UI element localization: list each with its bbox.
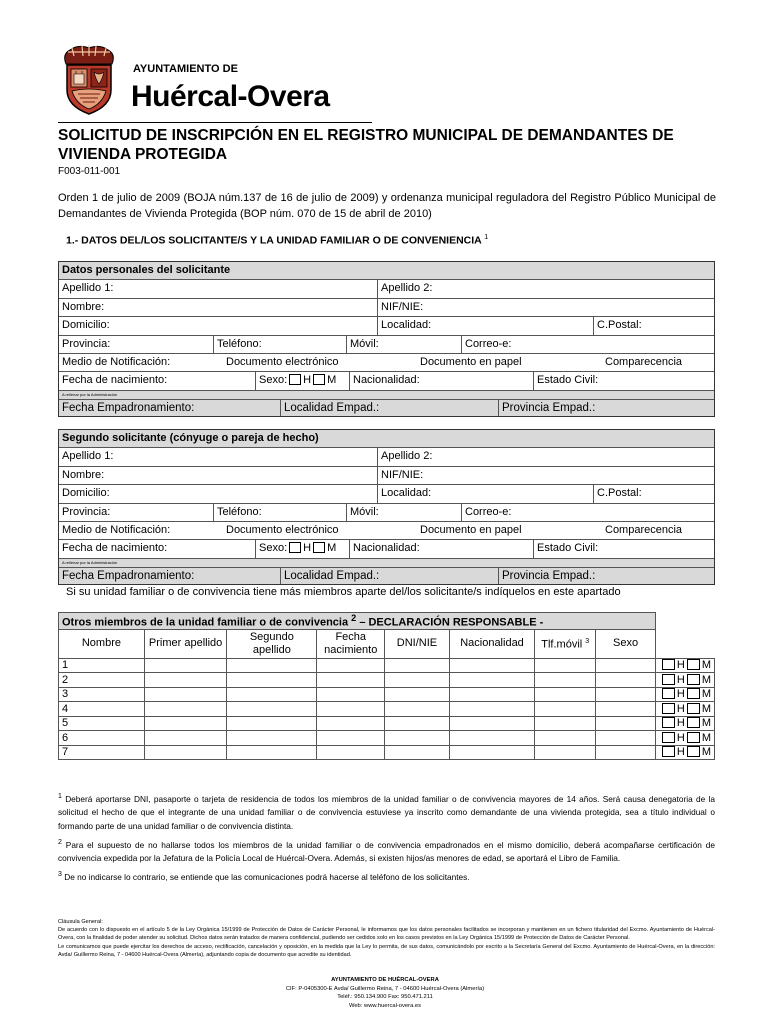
localidad-empad-field: Localidad Empad.: <box>280 400 498 416</box>
segundo-apellido-cell[interactable] <box>317 731 385 746</box>
tlf-cell[interactable] <box>596 716 656 731</box>
footnote-1: $^1$ Deberá aportarse DNI, pasaporte o tarjeta de residencia de todos los miembros de la unidad familiar o de convivencia mayores de 14 años. Será causa denegatoria de la solicitud el hecho de que el integrante de una unidad familiar o de convivencia estuviese ya inscrito como demandante de una vivienda protegida, sea a título individual o formando parte de una unidad familiar o de convivencia distinta. <box>58 793 715 831</box>
row-number: 5 <box>59 716 145 731</box>
telefono-field[interactable]: Teléfono: <box>213 336 346 353</box>
doc-papel-option[interactable]: Documento en papel <box>420 355 522 368</box>
col-segundo-apellido: Segundo apellido <box>227 629 317 658</box>
fecha-cell[interactable] <box>385 702 450 717</box>
table-row <box>59 673 715 688</box>
col-tlf-movil: Tlf.móvil $^3$ <box>535 629 596 658</box>
fecha-nacimiento-field[interactable]: Fecha de nacimiento: <box>62 374 168 387</box>
sexo-m-label: M <box>701 717 711 730</box>
col-primer-apellido: Primer apellido <box>144 629 227 658</box>
sexo-m-label: M <box>701 688 711 701</box>
applicant-2-box <box>58 429 715 585</box>
nacionalidad-cell[interactable] <box>535 658 596 673</box>
fecha-cell[interactable] <box>385 716 450 731</box>
comparecencia-option[interactable]: Comparecencia <box>605 355 683 368</box>
fecha-nacimiento-field-2[interactable]: Fecha de nacimiento: <box>62 542 168 555</box>
legal-heading: Cláusula General: <box>58 919 103 925</box>
row-number: 2 <box>59 673 145 688</box>
sexo-h-label-2: H <box>303 542 312 555</box>
dni-cell[interactable] <box>449 702 534 717</box>
medio-notificacion-label-2: Medio de Notificación: <box>62 523 171 536</box>
localidad-field-2[interactable]: Localidad: <box>377 485 593 502</box>
sexo-group <box>255 372 359 389</box>
legal-paragraph-1: De acuerdo con lo dispuesto en el artículo 5 de la Ley Orgánica 15/1999 de Protección de Datos de Carácter Personal, le informamos que los datos personales facilitados se incorporan y mantienen en un fichero titularidad del Excmo. Ayuntamiento de Huércal-Overa, con la finalidad de poder atender su solicitud. Dichos datos serán tratados de manera confidencial, pudiendo ser cedidos solo en los casos previstos en la Ley Orgánica 15/1999 de Protección de Datos de Carácter Personal. <box>58 927 715 942</box>
footnote-3: $^3$ De no indicarse lo contrario, se entiende que las comunicaciones podrá hacerse al teléfono de los solicitantes. <box>58 871 470 882</box>
sexo-cell <box>655 745 714 760</box>
other-members-title: Otros miembros de la unidad familiar o de convivencia $^2$ – DECLARACIÓN RESPONSABLE - <box>59 613 656 630</box>
segundo-apellido-cell[interactable] <box>317 687 385 702</box>
fecha-empadronamiento-field: Fecha Empadronamiento: <box>62 401 195 414</box>
sexo-h-checkbox[interactable] <box>662 674 675 685</box>
applicant-1-box <box>58 261 715 417</box>
apellido2-field[interactable]: Apellido 2: <box>377 280 716 297</box>
table-row <box>59 716 715 731</box>
sexo-h-checkbox[interactable] <box>662 659 675 670</box>
correo-field-2[interactable]: Correo-e: <box>461 504 716 521</box>
sexo-m-checkbox[interactable] <box>687 659 700 670</box>
row-number: 6 <box>59 731 145 746</box>
admin-note-2: A rellenar por la Administración <box>62 559 118 565</box>
segundo-apellido-cell[interactable] <box>317 673 385 688</box>
nombre-cell[interactable] <box>144 687 227 702</box>
nombre-cell[interactable] <box>144 716 227 731</box>
sexo-h-label: H <box>676 659 685 672</box>
sexo-cell <box>655 702 714 717</box>
other-members-header-row <box>59 629 715 658</box>
primer-apellido-cell[interactable] <box>227 745 317 760</box>
tlf-cell[interactable] <box>596 702 656 717</box>
fecha-cell[interactable] <box>385 687 450 702</box>
tlf-cell[interactable] <box>596 658 656 673</box>
nacionalidad-cell[interactable] <box>535 687 596 702</box>
nacionalidad-cell[interactable] <box>535 731 596 746</box>
sexo-cell <box>655 716 714 731</box>
dni-cell[interactable] <box>449 731 534 746</box>
sexo-m-label: M <box>701 673 711 686</box>
coat-of-arms-logo <box>58 44 120 116</box>
provincia-empad-field-2: Provincia Empad.: <box>498 568 716 584</box>
telefono-field-2[interactable]: Teléfono: <box>213 504 346 521</box>
sexo-m-checkbox[interactable] <box>687 717 700 728</box>
sexo-cell <box>655 687 714 702</box>
dni-cell[interactable] <box>449 716 534 731</box>
sexo-m-label: M <box>701 731 711 744</box>
section-1-title: 1.- DATOS DEL/LOS SOLICITANTE/S Y LA UNIDAD FAMILIAR O DE CONVENIENCIA $^1$ <box>66 234 489 247</box>
movil-field[interactable]: Móvil: <box>346 336 461 353</box>
legal-paragraph-2: Le comunicamos que puede ejercitar los derechos de acceso, rectificación, cancelación y oposición, en la medida que la Ley lo permita, de sus datos, comunicándolo por escrito a la Secretaría General del Excmo. Ayuntamiento de Huércal-Overa, en la dirección: Avda/ Guillermo Reina, 7 - 04600 Huércal-Overa (Almería), adjuntando copia de documento que acredite su identidad. <box>58 943 715 958</box>
admin-note: A rellenar por la Administración <box>62 391 118 397</box>
provincia-field-2[interactable]: Provincia: <box>62 505 111 518</box>
apellido1-field[interactable]: Apellido 1: <box>62 282 114 295</box>
doc-electronico-option[interactable]: Documento electrónico <box>226 355 339 368</box>
sexo-m-checkbox[interactable] <box>687 703 700 714</box>
dni-cell[interactable] <box>449 658 534 673</box>
legal-clause <box>58 918 715 959</box>
page-footer <box>0 976 770 1010</box>
primer-apellido-cell[interactable] <box>227 702 317 717</box>
table-row <box>59 731 715 746</box>
primer-apellido-cell[interactable] <box>227 731 317 746</box>
nombre-field[interactable]: Nombre: <box>62 300 105 313</box>
sexo-m-label: M <box>701 746 711 759</box>
footer-address: CIF: P-0405300-E Avda/ Guillermo Reina, 7 - 04600 Huércal-Overa (Almería) <box>285 985 485 992</box>
sexo-m-checkbox[interactable] <box>687 732 700 743</box>
sexo-h-label: H <box>676 673 685 686</box>
nacionalidad-cell[interactable] <box>535 702 596 717</box>
sexo-h-checkbox[interactable] <box>662 703 675 714</box>
sexo-cell <box>655 673 714 688</box>
domicilio-field-2[interactable]: Domicilio: <box>62 487 110 500</box>
sexo-m-checkbox[interactable] <box>313 374 325 385</box>
sexo-m-checkbox[interactable] <box>687 674 700 685</box>
provincia-empad-field: Provincia Empad.: <box>498 400 716 416</box>
row-number: 1 <box>59 658 145 673</box>
nacionalidad-cell[interactable] <box>535 716 596 731</box>
sexo-h-checkbox[interactable] <box>289 374 301 385</box>
sexo-label-2: Sexo: <box>259 542 288 555</box>
sexo-cell <box>655 731 714 746</box>
dni-cell[interactable] <box>449 673 534 688</box>
medio-notificacion-label: Medio de Notificación: <box>62 355 171 368</box>
col-nacionalidad: Nacionalidad <box>449 629 534 658</box>
sexo-m-checkbox[interactable] <box>687 746 700 757</box>
nacionalidad-cell[interactable] <box>535 745 596 760</box>
segundo-apellido-cell[interactable] <box>317 716 385 731</box>
table-row <box>59 687 715 702</box>
sexo-m-label-2: M <box>327 542 337 555</box>
sexo-cell <box>655 658 714 673</box>
doc-papel-option-2[interactable]: Documento en papel <box>420 523 522 536</box>
sexo-m-checkbox-2[interactable] <box>313 542 325 553</box>
sexo-h-checkbox[interactable] <box>662 717 675 728</box>
footnote-ref-3: 3 <box>585 638 590 646</box>
footnote-2: $^2$ Para el supuesto de no hallarse todos los miembros de la unidad familiar o de convivencia empadronados en el mismo domicilio, deberá acompañarse certificación de convivencia expedida por la Jefatura de la Policía Local de Huércal-Overa. Además, si existen hijos/as menores de edad, se aportará el Libro de Familia. <box>58 839 715 864</box>
sexo-h-label: H <box>676 746 685 759</box>
row-number: 4 <box>59 702 145 717</box>
col-dni-nie: DNI/NIE <box>385 629 450 658</box>
tlf-cell[interactable] <box>596 731 656 746</box>
applicant-1-title: Datos personales del solicitante <box>62 264 231 276</box>
dni-cell[interactable] <box>449 687 534 702</box>
nif-field-2[interactable]: NIF/NIE: <box>377 467 716 484</box>
tlf-cell[interactable] <box>596 745 656 760</box>
primer-apellido-cell[interactable] <box>227 687 317 702</box>
row-number: 3 <box>59 687 145 702</box>
form-code: F003-011-001 <box>58 166 121 177</box>
primer-apellido-cell[interactable] <box>227 716 317 731</box>
col-sexo: Sexo <box>596 629 656 658</box>
other-members-table <box>58 612 715 760</box>
row-number: 7 <box>59 745 145 760</box>
nombre-cell[interactable] <box>144 658 227 673</box>
localidad-empad-field-2: Localidad Empad.: <box>280 568 498 584</box>
sexo-m-label: M <box>701 702 711 715</box>
sexo-h-checkbox[interactable] <box>662 688 675 699</box>
table-row <box>59 745 715 760</box>
nacionalidad-cell[interactable] <box>535 673 596 688</box>
sexo-m-label: M <box>701 659 711 672</box>
doc-electronico-option-2[interactable]: Documento electrónico <box>226 523 339 536</box>
sexo-h-checkbox[interactable] <box>662 732 675 743</box>
cpostal-field-2[interactable]: C.Postal: <box>593 485 716 502</box>
tlf-cell[interactable] <box>596 687 656 702</box>
sexo-m-checkbox[interactable] <box>687 688 700 699</box>
provincia-field[interactable]: Provincia: <box>62 337 111 350</box>
footer-phone: Teléf.: 950.134.900 Fax: 950.471.211 <box>337 994 433 1000</box>
col-fecha-nacimiento: Fecha nacimiento <box>317 629 385 658</box>
footnote-ref-2: 2 <box>351 613 357 623</box>
segundo-apellido-cell[interactable] <box>317 702 385 717</box>
nacionalidad-field[interactable]: Nacionalidad: <box>349 372 533 389</box>
apellido2-field-2[interactable]: Apellido 2: <box>377 448 716 465</box>
nombre-cell[interactable] <box>144 745 227 760</box>
estado-civil-field-2[interactable]: Estado Civil: <box>533 540 716 557</box>
segundo-apellido-cell[interactable] <box>317 658 385 673</box>
sexo-h-checkbox-2[interactable] <box>289 542 301 553</box>
nombre-cell[interactable] <box>144 673 227 688</box>
nacionalidad-field-2[interactable]: Nacionalidad: <box>349 540 533 557</box>
members-note: Si su unidad familiar o de convivencia tiene más miembros aparte del/los solicitante/s indíquelos en este apartado <box>66 586 621 598</box>
fecha-cell[interactable] <box>385 658 450 673</box>
fecha-cell[interactable] <box>385 673 450 688</box>
header-town-name: Huércal-Overa <box>131 80 330 113</box>
sexo-h-label: H <box>676 717 685 730</box>
dni-cell[interactable] <box>449 745 534 760</box>
sexo-h-label: H <box>676 702 685 715</box>
footer-name: AYUNTAMIENTO DE HUÉRCAL-OVERA <box>331 977 439 983</box>
table-row <box>59 702 715 717</box>
fecha-empadronamiento-field-2: Fecha Empadronamiento: <box>62 569 195 582</box>
header-ayuntamiento: AYUNTAMIENTO DE <box>133 63 238 75</box>
movil-field-2[interactable]: Móvil: <box>346 504 461 521</box>
col-nombre: Nombre <box>59 629 145 658</box>
comparecencia-option-2[interactable]: Comparecencia <box>605 523 683 536</box>
cpostal-field[interactable]: C.Postal: <box>593 317 716 334</box>
sexo-label: Sexo: <box>259 374 288 387</box>
fecha-cell[interactable] <box>385 731 450 746</box>
nombre-cell[interactable] <box>144 731 227 746</box>
table-row <box>59 658 715 673</box>
apellido1-field-2[interactable]: Apellido 1: <box>62 450 114 463</box>
segundo-apellido-cell[interactable] <box>317 745 385 760</box>
nombre-field-2[interactable]: Nombre: <box>62 468 105 481</box>
footnote-ref-1: 1 <box>484 234 489 241</box>
sexo-h-label: H <box>676 731 685 744</box>
header-divider <box>58 122 372 123</box>
primer-apellido-cell[interactable] <box>227 673 317 688</box>
correo-field[interactable]: Correo-e: <box>461 336 716 353</box>
domicilio-field[interactable]: Domicilio: <box>62 319 110 332</box>
tlf-cell[interactable] <box>596 673 656 688</box>
estado-civil-field[interactable]: Estado Civil: <box>533 372 716 389</box>
nombre-cell[interactable] <box>144 702 227 717</box>
applicant-2-title: Segundo solicitante (cónyuge o pareja de hecho) <box>62 432 319 444</box>
localidad-field[interactable]: Localidad: <box>377 317 593 334</box>
page-title: SOLICITUD DE INSCRIPCIÓN EN EL REGISTRO MUNICIPAL DE DEMANDANTES DE VIVIENDA PROTEGIDA <box>58 127 674 163</box>
footer-web[interactable]: Web: www.huercal-overa.es <box>348 1002 422 1009</box>
primer-apellido-cell[interactable] <box>227 658 317 673</box>
nif-field[interactable]: NIF/NIE: <box>377 299 716 316</box>
fecha-cell[interactable] <box>385 745 450 760</box>
sexo-h-label: H <box>303 374 312 387</box>
sexo-h-checkbox[interactable] <box>662 746 675 757</box>
intro-text: Orden 1 de julio de 2009 (BOJA núm.137 de 16 de julio de 2009) y ordenanza municipal reguladora del Registro Público Municipal de Demandantes de Vivienda Protegida (BOP núm. 070 de 15 de abril de 2010) <box>58 192 716 220</box>
sexo-h-label: H <box>676 688 685 701</box>
sexo-m-label: M <box>327 374 337 387</box>
sexo-group-2 <box>255 540 359 557</box>
